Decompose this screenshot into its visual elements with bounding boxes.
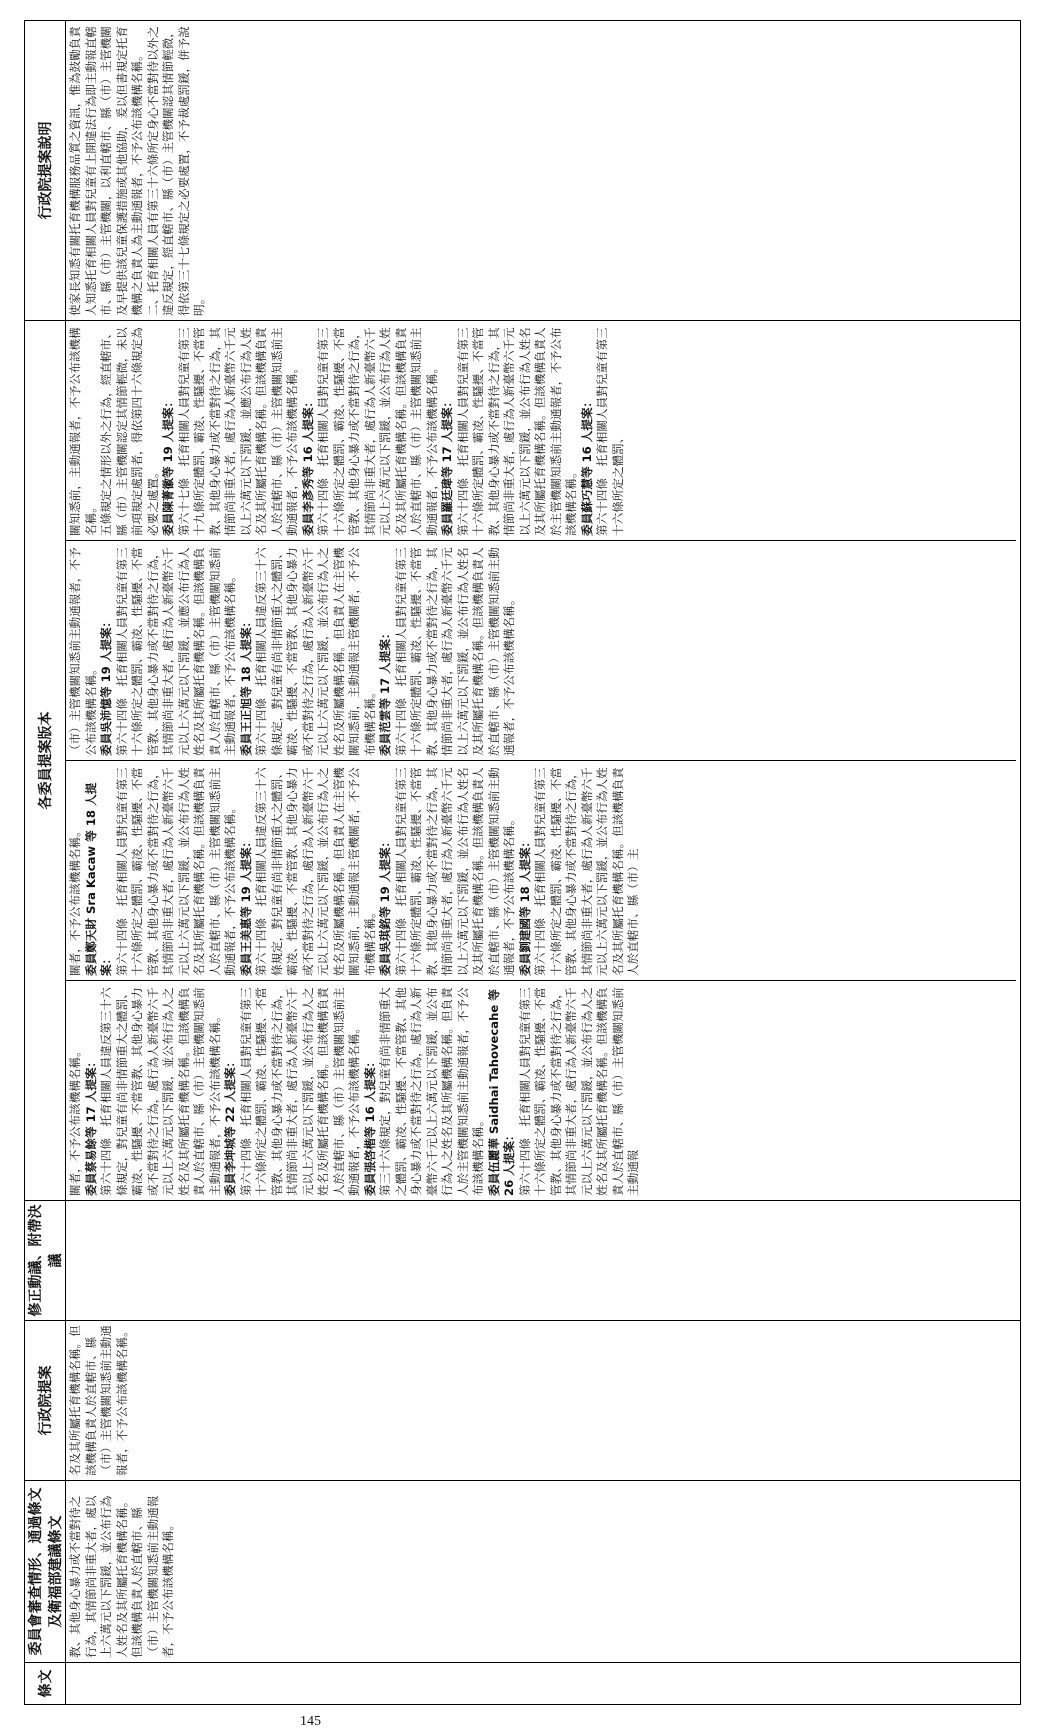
proposal-text: 第六十七條 托育相關人員對兒童有第三十九條所定體罰、霸凌、性騷擾、不當管教、其他身心暴力或不當對待之行為，其情節尚非重大者，處行為人新臺幣六千元以上六萬元以下罰鍰，並應公布行為人姓名及其所屬托育機構名稱。但該機構負責人於直轄市、縣（市）主管機關知悉前主動通報者，不予公布該機構名稱。 bbox=[176, 327, 299, 536]
proposals-cell bbox=[66, 321, 1021, 1201]
proposer-heading: 委員李彥秀等 16 人提案： bbox=[300, 395, 315, 536]
proposal-text: 第六十四條 托育相關人員對兒童有第三十六條所定之體罰、霸凌、性騷擾、不當管教、其他身心暴力或不當對待之行為，其情節尚非重大者，處行為人新臺幣六千元以上六萬元以下罰鍰，並公布行為人之姓名及所屬托育機構名稱。但該機構負責人於直轄市、縣（市）主管機關知悉前主動通報者，不予公布該機構名稱。 bbox=[238, 987, 361, 1196]
proposer-heading: 委員陳菁徽等 19 人提案： bbox=[161, 395, 175, 536]
explanation-paragraph: 使家長知悉有關托育機構服務品質之資訊，惟為鼓勵負責人知悉托育相關人員對兒童有上開違法行為即主動報直轄市、縣（市）主管機關，以利直轄市、縣（市）主管機關及早提供該兒童保護措施或其他協助，爰以但書規定托育機構之負責人為主動通報者，不予公布該機構名稱。 bbox=[68, 26, 144, 316]
exec-cell: 名及其所屬托育機構名稱。但該機構負責人於直轄市、縣（市）主管機關知悉前主動通報者，不予公布該機構名稱。 bbox=[66, 1321, 1021, 1481]
proposer-heading: 委員王美惠等 19 人提案： bbox=[238, 835, 253, 976]
explanation-paragraph: 二、托育相關人員有第三十六條所定身心不當對待以外之違反規定，經直轄市、縣（市）主管機關認其情節輕微，得依第三十七條規定之必要處置，不予裁處罰鍰，併予說明。 bbox=[145, 26, 206, 316]
proposal-text: 第六十四條 托育相關人員對兒童有第三十六條所定體罰、霸凌、性騷擾、不當管教、其他身心暴力或不當對待之行為，其情節尚非重大者，處行為人新臺幣六千元以上六萬元以下罰鍰，並公布行為人姓名及其所屬托育機構名稱。但該機構負責人於直轄市、縣（市）主管機關知悉前主動通報者，不予公布該機構名稱。 bbox=[393, 767, 516, 976]
header-amend: 修正動議、附帶決議 bbox=[25, 1201, 66, 1321]
proposer-heading: 委員吳沛憶等 19 人提案： bbox=[99, 615, 113, 756]
header-exec: 行政院提案 bbox=[25, 1321, 66, 1481]
proposer-heading: 委員伍麗華 Saidhai Tahovecahe 等 26 人提案： bbox=[486, 989, 516, 1196]
proposal-text: 關者，不予公布該機構名稱。 bbox=[68, 1045, 82, 1196]
comparison-table bbox=[24, 20, 1021, 1705]
proposer-heading: 委員蔡易餘等 17 人提案： bbox=[83, 1055, 98, 1196]
proposal-text: 第六十四條 托育相關人員對兒童有第三十六條所定之體罰、霸凌、性騷擾、不當管教、其他身心暴力或不當對待之行為，其情節尚非重大者，處行為人新臺幣六千元以上六萬元以下罰鍰，並公布行為人之姓名及其所屬托育機構名稱。但該機構負責人於直轄市、縣（市）主管機關知悉前主動通報 bbox=[517, 987, 640, 1196]
proposer-heading: 委員王正旭等 18 人提案： bbox=[238, 615, 253, 756]
proposal-text: 關者，不予公布該機構名稱。 bbox=[68, 825, 82, 976]
proposals-column-2 bbox=[66, 760, 1016, 980]
proposer-heading: 委員吳琪銘等 19 人提案： bbox=[378, 835, 392, 976]
header-review: 委員會審查情形、通過條文及衛福部建議條文 bbox=[25, 1481, 66, 1663]
proposer-heading: 委員范雲等 17 人提案： bbox=[378, 627, 392, 756]
header-explain: 行政院提案說明 bbox=[25, 21, 66, 321]
proposal-text: 第六十四條 托育相關人員對兒童有第三十六條所定之體罰、霸凌、性騷擾、不當管教、其他身心暴力或不當對待之行為，其情節尚非重大者，處行為人新臺幣六千元以上六萬元以下罰鍰，並公布行為人姓名及其所屬托育機構名稱。但該機構負責人於直轄市、縣（市）主管機關知悉前主動通報者，不予公布該機構名稱。 bbox=[316, 327, 439, 536]
proposals-column-1 bbox=[66, 980, 1016, 1200]
article-cell bbox=[66, 1663, 1021, 1705]
proposer-heading: 委員張啓楷等 16 人提案： bbox=[362, 1055, 377, 1196]
proposal-text: 第六十四條 托育相關人員違反第三十六條規定，對兒童有尚非情節重大之體罰、霸凌、性騷擾、不當管教、其他身心暴力或不當對待之行為，處行為人新臺幣六千元以上六萬元以下罰鍰，並公布行為人之姓名及所屬機構名稱。但負責人在主管機關知悉前，主動通報主管機關者，不予公布機構名稱。 bbox=[254, 767, 377, 976]
proposal-text: 第六十四條 托育相關人員對兒童有第三十六條所定之體罰、霸凌、性騷擾、不當管教、其他身心暴力或不當對待之行為，其情節尚非重大者，處行為人新臺幣六千元以上六萬元以下罰鍰，並應公布行為人姓名及其所屬托育機構名稱。但該機構負責人於直轄市、縣（市）主管機關知悉前主動通報者，不予公布該機構名稱。 bbox=[114, 547, 237, 756]
proposal-text: （市）主管機關知悉前主動通報者，不予公布該機構名稱。 bbox=[68, 547, 98, 756]
page-number: 145 bbox=[300, 1714, 321, 1729]
proposer-heading: 委員劉建國等 18 人提案： bbox=[517, 835, 532, 976]
proposals-column-3 bbox=[66, 540, 1016, 760]
proposal-text: 五條規定之情形以外之行為，經直轄市、縣（市）主管機關認定其情節輕微，未以前項規定處罰者，得依第四十六條規定為必要之處置。 bbox=[99, 327, 160, 536]
header-proposals: 各委員提案版本 bbox=[25, 321, 66, 1201]
proposer-heading: 委員羅廷瑋等 17 人提案： bbox=[440, 395, 454, 536]
proposal-text: 第六十四條 托育相關人員對兒童有第三十六條所定之體罰、 bbox=[595, 327, 625, 536]
proposer-heading: 委員蘇巧慧等 16 人提案： bbox=[579, 395, 594, 536]
proposal-text: 第三十六條規定，對兒童有尚非情節重大之體罰、霸凌、性騷擾、不當管教、其他身心暴力或不當對待之行為，處行為人新臺幣六千元以上六萬元以下罰鍰，並公布行為人之姓名及其所屬機構名稱。但負責人於主管機關知悉前主動通報者，不予公布該機構名稱。 bbox=[378, 987, 485, 1196]
amend-cell bbox=[66, 1201, 1021, 1321]
proposal-text: 第六十四條 托育相關人員違反第三十六條規定，對兒童有尚非情節重大之體罰、霸凌、性騷擾、不當管教、其他身心暴力或不當對待之行為，處行為人新臺幣六千元以上六萬元以下罰鍰，並公布行為人之姓名及所屬機構名稱。但負責人在主管機關知悉前，主動通報主管機關者，不予公布機構名稱。 bbox=[254, 547, 377, 756]
proposal-text: 第六十四條 托育相關人員對兒童有第三十六條所定之體罰、霸凌、性騷擾、不當管教、其他身心暴力或不當對待之行為，其情節尚非重大者，處行為人新臺幣六千元以上六萬元以下罰鍰，並公布行為人姓名及其所屬托育機構名稱。但該機構負責人於直轄市、縣（市）主管機關知悉前主動通報者，不予公布該機構名稱。 bbox=[114, 767, 237, 976]
proposal-text: 第六十四條 托育相關人員對兒童有第三十六條所定體罰、霸凌、性騷擾、不當管教、其他身心暴力或不當對待之行為，其情節尚非重大者，處行為人新臺幣六千元以上六萬元以下罰鍰，並公布行為人姓名及其所屬托育機構名稱。但該機構負責人於直轄市、縣（市）主管機關知悉前主動通報者，不予公布該機構名稱。 bbox=[393, 547, 516, 756]
proposal-text: 第六十四條 托育相關人員對兒童有第三十六條所定之體罰、霸凌、性騷擾、不當管教、其他身心暴力或不當對待之行為，其情節尚非重大者，處行為人新臺幣六千元以上六萬元以下罰鍰，並公布行為人姓名及其所屬托育機構名稱。但該機構負責人於直轄市、縣（市）主 bbox=[533, 767, 640, 976]
proposals-column-4 bbox=[66, 321, 1016, 540]
header-article: 條文 bbox=[25, 1663, 66, 1705]
review-cell: 教、其他身心暴力或不當對待之行為，其情節尚非重大者，處以上六萬元以下罰鍰，並公布行為人姓名及其所屬托育機構名稱。但該機構負責人於直轄市、縣（市）主管機關知悉前主動通報者，不予公布該機構名稱。 bbox=[66, 1481, 1021, 1663]
proposer-heading: 委員鄭天財 Sra Kacaw 等 18 人提案： bbox=[83, 782, 113, 976]
proposal-text: 關知悉前，主動通報者，不予公布該機構名稱。 bbox=[68, 327, 98, 536]
proposer-heading: 委員李坤城等 22 人提案： bbox=[223, 1055, 237, 1196]
proposal-text: 第六十四條 托育相關人員違反第三十六條規定，對兒童有尚非情節重大之體罰、霸凌、性騷擾、不當管教、其他身心暴力或不當對待之行為，處行為人新臺幣六千元以上六萬元以下罰鍰，並公布行為人之姓名及其所屬托育機構名稱。但該機構負責人於直轄市、縣（市）主管機關知悉前主動通報者，不予公布該機構名稱。 bbox=[99, 987, 222, 1196]
proposal-text: 第六十四條 托育相關人員對兒童有第三十六條所定體罰、霸凌、性騷擾、不當管教、其他身心暴力或不當對待之行為，其情節尚非重大者，處行為人新臺幣六千元以上六萬元以下罰鍰，並公布行為人姓名及其所屬托育機構名稱。但該機構負責人於主管機關知悉前主動通報者，不予公布該機構名稱。 bbox=[455, 327, 578, 536]
explain-cell bbox=[66, 21, 1021, 321]
